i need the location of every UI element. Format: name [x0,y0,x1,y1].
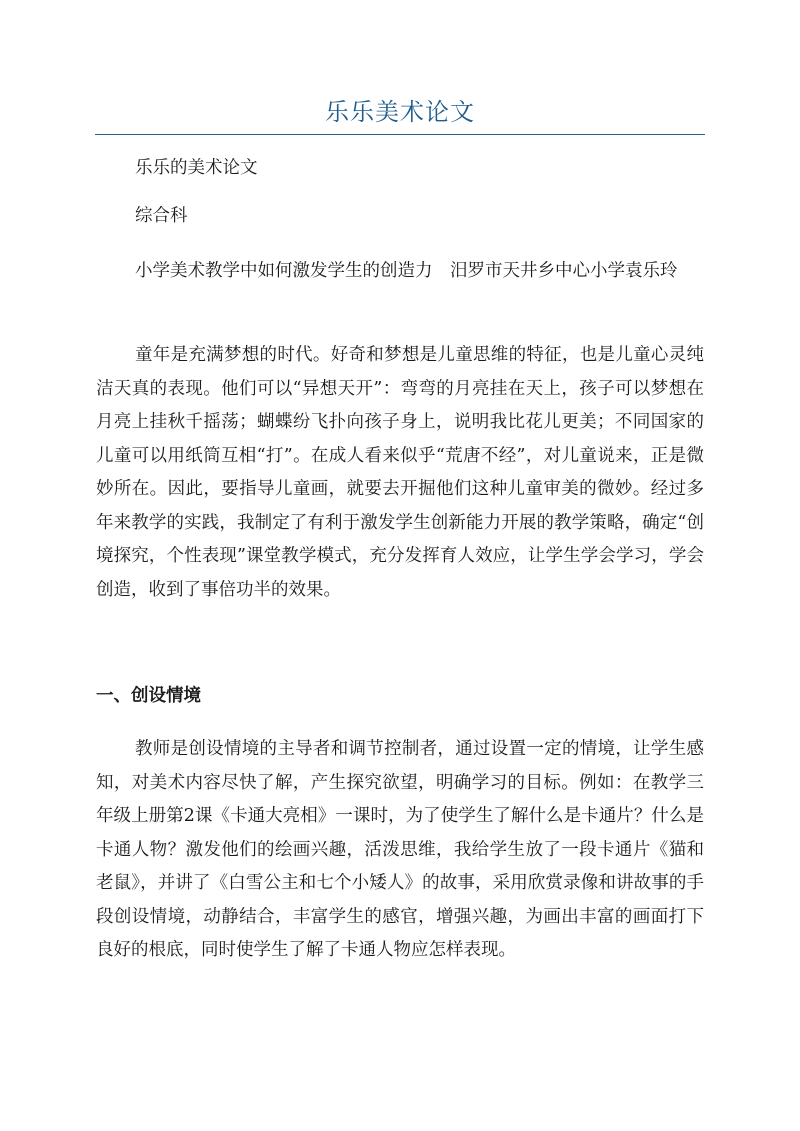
section-heading: 一、创设情境 [96,686,201,706]
paragraph-section-body: 教师是创设情境的主导者和调节控制者，通过设置一定的情境，让学生感知，对美术内容尽快了解，产生探究欲望，明确学习的目标。例如：在教学三年级上册第2课《卡通大亮相》一课时，为了使学生了解什么是卡通片？什么是卡通人物？激发他们的绘画兴趣，活泼思维，我给学生放了一段卡通片《猫和老鼠》，并讲了《白雪公主和七个小矮人》的故事，采用欣赏录像和讲故事的手段创设情境，动静结合，丰富学生的感官，增强兴趣，为画出丰富的画面打下良好的根底，同时使学生了解了卡通人物应怎样表现。 [96,739,704,960]
paragraph-article-title: 小学美术教学中如何激发学生的创造力 汨罗市天井乡中心小学袁乐玲 [135,261,678,281]
paragraph-category: 综合科 [135,206,188,226]
paragraph-intro: 童年是充满梦想的时代。好奇和梦想是儿童思维的特征，也是儿童心灵纯洁天真的表现。他们可以“异想天开”：弯弯的月亮挂在天上，孩子可以梦想在月亮上挂秋千摇荡；蝴蝶纷飞扑向孩子身上，说明我比花儿更美；不同国家的儿童可以用纸筒互相“打”。在成人看来似乎“荒唐不经”，对儿童说来，正是微妙所在。因此，要指导儿童画，就要去开掘他们这种儿童审美的微妙。经过多年来教学的实践，我制定了有利于激发学生创新能力开展的教学策略，确定“创境探究，个性表现”课堂教学模式，充分发挥育人效应，让学生学会学习，学会创造，收到了事倍功半的效果。 [96,345,704,600]
document-title: 乐乐美术论文 [325,98,475,126]
paragraph-subtitle: 乐乐的美术论文 [135,158,258,178]
title-underline [95,134,705,135]
